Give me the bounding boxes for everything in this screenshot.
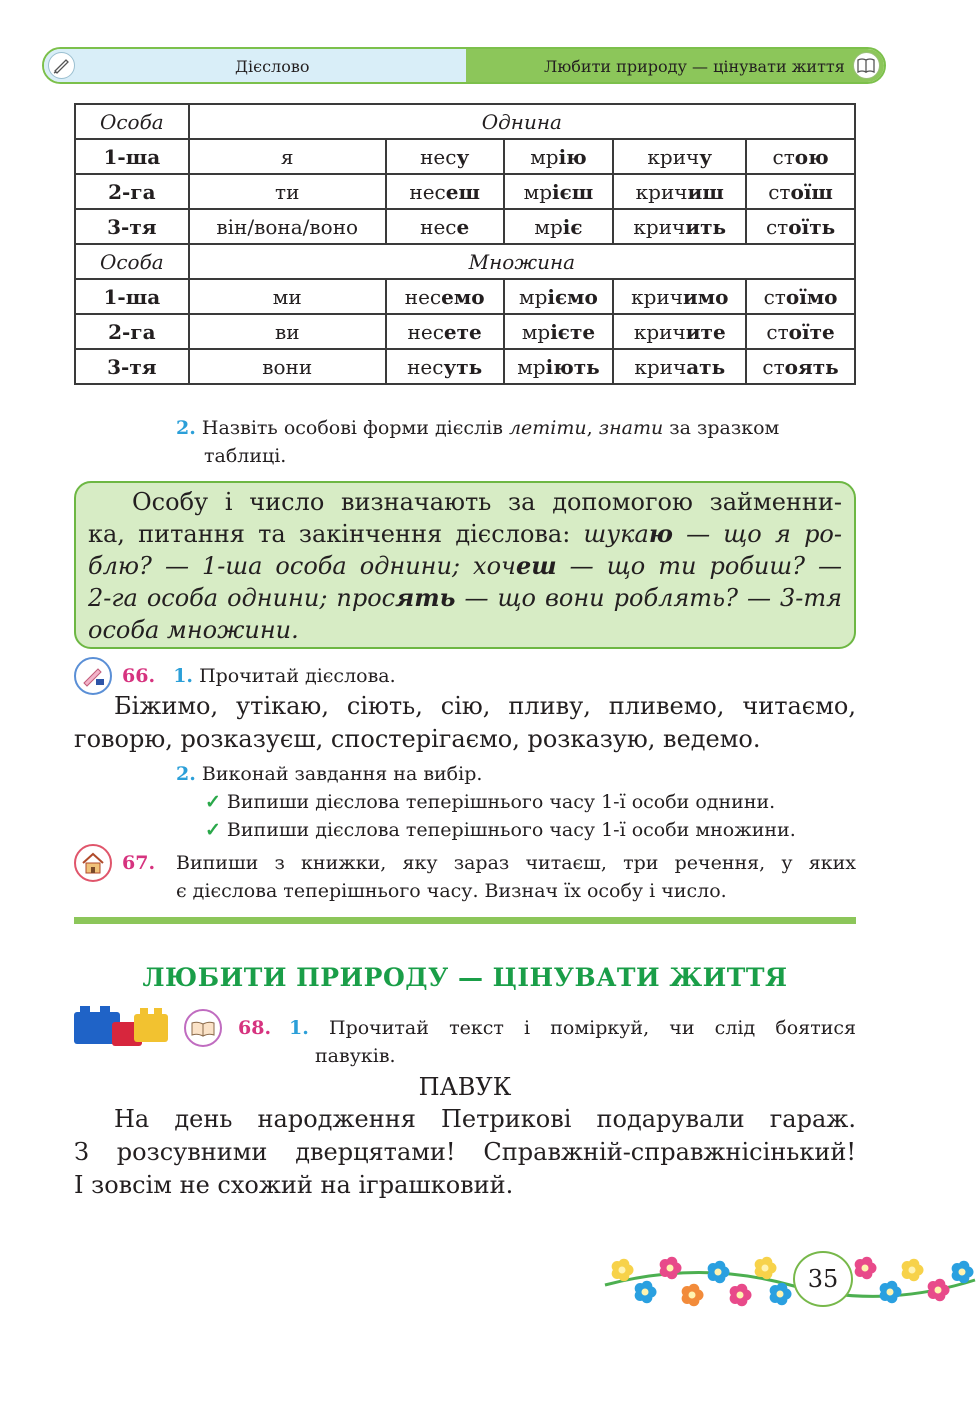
pronoun-cell: він/вона/воно [189, 209, 386, 244]
exercise-line: Прочитай текст і поміркуй, чи слід боятися [329, 1017, 856, 1039]
section-title: ЛЮБИТИ ПРИРОДУ — ЦІНУВАТИ ЖИТТЯ [142, 963, 788, 992]
verb-cell: стою [746, 139, 855, 174]
verb-cell: мріють [504, 349, 614, 384]
exercise-68-text [289, 1014, 856, 1070]
story-text [74, 1103, 856, 1202]
verb-cell: мрієте [504, 314, 614, 349]
task-text: , [586, 417, 599, 439]
conjugation-table [74, 103, 856, 385]
option-text: Випиши дієслова теперішнього часу 1-ї особи однини. [226, 791, 776, 813]
story-line: З розсувними дверцятами! Справжній-справжнісінький! [74, 1138, 856, 1166]
table-row [75, 139, 855, 174]
person-cell: 2-га [75, 174, 189, 209]
house-icon [74, 844, 112, 882]
table-row [75, 314, 855, 349]
flower-icon [928, 1279, 950, 1301]
rule-line-2: ка, питання та закінчення дієслова: шукаю — що я ро- [88, 519, 842, 548]
header-section-title: Любити природу — цінувати життя [544, 57, 845, 76]
rule-line-5: особа множини. [88, 616, 299, 644]
verb-cell: кричу [613, 139, 746, 174]
pronoun-cell: ви [189, 314, 386, 349]
verb-cell: стоїть [746, 209, 855, 244]
verb-cell: стоїмо [746, 279, 855, 314]
option-2 [205, 816, 796, 844]
flower-icon [730, 1284, 752, 1306]
person-cell: 1-ша [75, 139, 189, 174]
person-cell: 1-ша [75, 279, 189, 314]
open-book-icon [184, 1009, 222, 1047]
exercise-line: павуків. [315, 1045, 396, 1067]
task-word: летіти [508, 417, 587, 439]
table-row [75, 174, 855, 209]
pronoun-cell: ти [189, 174, 386, 209]
verb-cell: несуть [386, 349, 504, 384]
task-text-line2: таблиці. [204, 445, 287, 467]
verb-cell: мрію [504, 139, 614, 174]
flower-icon [855, 1257, 877, 1279]
person-header: Особа [75, 244, 189, 279]
page-number: 35 [793, 1251, 853, 1307]
option-1 [205, 788, 775, 816]
check-icon: ✓ [205, 819, 221, 841]
pronoun-cell: я [189, 139, 386, 174]
plural-header: Множина [189, 244, 855, 279]
book-icon [853, 52, 880, 79]
singular-header: Однина [189, 104, 855, 139]
table-row [75, 279, 855, 314]
exercise-number: 66. [122, 665, 156, 687]
verb-cell: кричить [613, 209, 746, 244]
table-header-row [75, 104, 855, 139]
flower-icon [952, 1261, 974, 1283]
table-row [75, 349, 855, 384]
option-text: Випиши дієслова теперішнього часу 1-ї особи множини. [226, 819, 796, 841]
header-chapter-title: Дієслово [235, 57, 310, 76]
task-text: Назвіть особові форми дієслів [201, 417, 509, 439]
exercise-number: 67. [122, 852, 156, 874]
subtask-number: 1. [289, 1017, 309, 1039]
exercise-line: Випиши з книжки, яку зараз читаєш, три речення, у яких [176, 852, 856, 874]
verb-cell: кричать [613, 349, 746, 384]
flower-garland-decoration [600, 1240, 980, 1320]
exercise-67-number [122, 849, 155, 877]
words-line: Біжимо, утікаю, сіють, сію, пливу, пливемо, читаємо, [114, 692, 856, 720]
verb-cell: несемо [386, 279, 504, 314]
verb-cell: стоїте [746, 314, 855, 349]
verb-cell: несу [386, 139, 504, 174]
verb-cell: мрієш [504, 174, 614, 209]
flower-icon [635, 1281, 657, 1303]
exercise-66-subtask-2 [176, 760, 482, 788]
verb-cell: несеш [386, 174, 504, 209]
pronoun-cell: ми [189, 279, 386, 314]
subtask-number: 2. [176, 763, 196, 785]
flower-icon [708, 1261, 730, 1283]
subtask-number: 1. [173, 665, 194, 687]
table-header-row [75, 244, 855, 279]
pronoun-cell: вони [189, 349, 386, 384]
story-line: І зовсім не схожий на іграшковий. [74, 1171, 514, 1199]
person-cell: 2-га [75, 314, 189, 349]
exercise-line: є дієслова теперішнього часу. Визнач їх особу і число. [176, 880, 727, 902]
flower-icon [770, 1283, 792, 1305]
person-cell: 3-тя [75, 209, 189, 244]
verb-cell: кричимо [613, 279, 746, 314]
exercise-66-header [122, 662, 396, 690]
flower-icon [902, 1259, 924, 1281]
exercise-67-text [176, 849, 856, 905]
verb-cell: несете [386, 314, 504, 349]
toy-blocks-icon [72, 1000, 172, 1048]
verb-cell: мріє [504, 209, 614, 244]
subtask-text: Виконай завдання на вибір. [201, 763, 483, 785]
verb-cell: несе [386, 209, 504, 244]
task-2 [176, 414, 866, 470]
flower-icon [880, 1281, 902, 1303]
subtask-text: Прочитай дієслова. [199, 665, 396, 687]
pen-icon [48, 52, 75, 79]
verb-cell: кричиш [613, 174, 746, 209]
flower-icon [755, 1257, 777, 1279]
exercise-66-words [74, 690, 856, 756]
flower-icon [660, 1257, 682, 1279]
verb-cell: мріємо [504, 279, 614, 314]
person-header: Особа [75, 104, 189, 139]
task-number: 2. [176, 417, 196, 439]
rule-line-3: блю? — 1-ша особа однини; хочеш — що ти робиш? — [88, 551, 842, 580]
check-icon: ✓ [205, 791, 221, 813]
verb-cell: стоять [746, 349, 855, 384]
story-line: На день народження Петрикові подарували гараж. [114, 1105, 856, 1133]
exercise-number: 68. [238, 1017, 272, 1039]
story-title: ПАВУК [418, 1073, 512, 1101]
rule-line-4: 2-га особа однини; просять — що вони роблять? — 3-тя [88, 583, 842, 612]
rule-box [74, 481, 856, 649]
rule-line-1: Особу і число визначають за допомогою займенни- [132, 488, 842, 516]
verb-cell: стоїш [746, 174, 855, 209]
table-row [75, 209, 855, 244]
person-cell: 3-тя [75, 349, 189, 384]
exercise-68-number [238, 1014, 271, 1042]
page-header [42, 47, 886, 84]
verb-cell: кричите [613, 314, 746, 349]
section-divider [74, 917, 856, 924]
words-line: говорю, розказуєш, спостерігаємо, розказую, ведемо. [74, 725, 761, 753]
flower-icon [682, 1284, 704, 1306]
task-text: за зразком [663, 417, 780, 439]
task-word: знати [598, 417, 664, 439]
